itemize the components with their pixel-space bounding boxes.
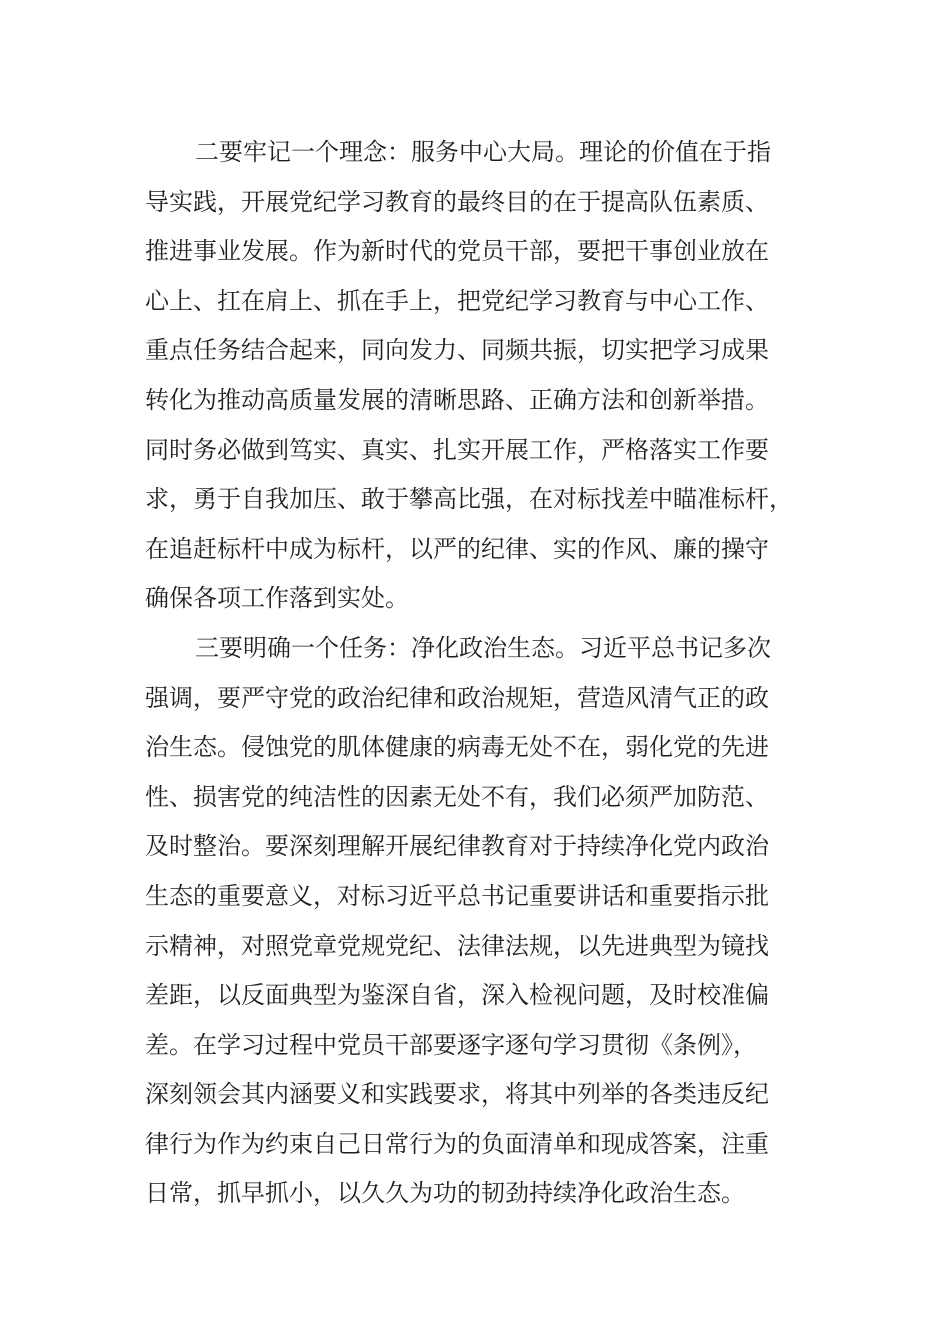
- text-line: 二要牢记一个理念：服务中心大局。理论的价值在于指: [195, 138, 771, 166]
- text-line: 示精神，对照党章党规党纪、法律法规，以先进典型为镜找: [145, 931, 769, 960]
- text-line: 强调，要严守党的政治纪律和政治规矩，营造风清气正的政: [145, 683, 769, 712]
- text-line: 同时务必做到笃实、真实、扎实开展工作，严格落实工作要: [145, 435, 769, 464]
- text-line: 生态的重要意义，对标习近平总书记重要讲话和重要指示批: [145, 881, 769, 910]
- text-line: 性、损害党的纯洁性的因素无处不有，我们必须严加防范、: [145, 782, 769, 811]
- text-line: 三要明确一个任务：净化政治生态。习近平总书记多次: [195, 633, 771, 662]
- text-line: 推进事业发展。作为新时代的党员干部，要把干事创业放在: [145, 237, 769, 266]
- text-line: 重点任务结合起来，同向发力、同频共振，切实把学习成果: [145, 336, 769, 365]
- text-line: 深刻领会其内涵要义和实践要求，将其中列举的各类违反纪: [145, 1080, 769, 1109]
- paragraph-theme-service: [145, 128, 815, 624]
- text-line: 求，勇于自我加压、敢于攀高比强，在对标找差中瞄准标杆，: [145, 485, 793, 514]
- text-line: 律行为作为约束自己日常行为的负面清单和现成答案，注重: [145, 1129, 769, 1158]
- text-line: 导实践，开展党纪学习教育的最终目的在于提高队伍素质、: [145, 187, 769, 216]
- paragraph-task-purify: [145, 624, 815, 1219]
- text-line: 日常，抓早抓小，以久久为功的韧劲持续净化政治生态。: [145, 1179, 745, 1208]
- document-body: [145, 128, 815, 1219]
- text-line: 治生态。侵蚀党的肌体健康的病毒无处不在，弱化党的先进: [145, 733, 769, 762]
- text-line: 及时整治。要深刻理解开展纪律教育对于持续净化党内政治: [145, 832, 769, 861]
- text-line: 差距，以反面典型为鉴深自省，深入检视问题，及时校准偏: [145, 981, 769, 1010]
- text-line: 在追赶标杆中成为标杆，以严的纪律、实的作风、廉的操守: [145, 534, 769, 563]
- text-line: 差。在学习过程中党员干部要逐字逐句学习贯彻《条例》，: [145, 1030, 757, 1059]
- text-line: 确保各项工作落到实处。: [145, 584, 409, 613]
- text-line: 转化为推动高质量发展的清晰思路、正确方法和创新举措。: [145, 385, 769, 414]
- text-line: 心上、扛在肩上、抓在手上，把党纪学习教育与中心工作、: [145, 286, 769, 315]
